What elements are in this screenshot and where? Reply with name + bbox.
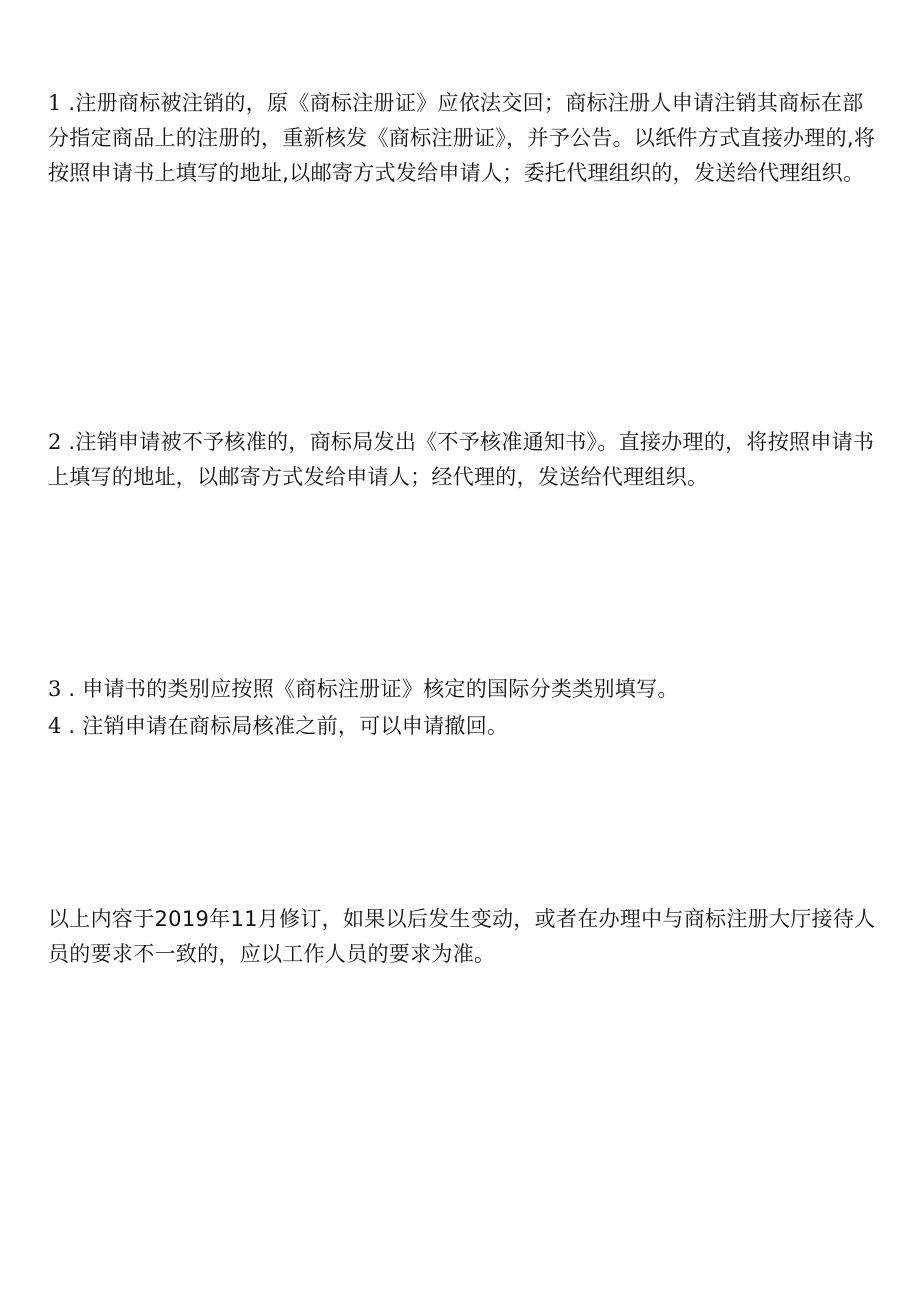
note-3-number: 3	[48, 677, 62, 701]
note-1	[48, 86, 878, 191]
note-4-text: . 注销申请在商标局核准之前，可以申请撤回。	[61, 714, 509, 738]
note-1-text: .注册商标被注销的，原《商标注册证》应依法交回；商标注册人申请注销其商标在部分指定商品上的注册的，重新核发《商标注册证》，并予公告。以纸件方式直接办理的,将按照申请书上填写的地址,以邮寄方式发给申请人；委托代理组织的，发送给代理组织。	[48, 91, 876, 185]
note-3-text: . 申请书的类别应按照《商标注册证》核定的国际分类类别填写。	[61, 677, 679, 701]
note-2-number: 2	[48, 430, 62, 454]
note-1-number: 1	[48, 91, 62, 115]
note-2-text: .注销申请被不予核准的，商标局发出《不予核准通知书》。直接办理的，将按照申请书上填写的地址，以邮寄方式发给申请人；经代理的，发送给代理组织。	[48, 430, 875, 489]
note-3	[48, 672, 878, 707]
note-4	[48, 709, 878, 744]
note-2	[48, 425, 878, 495]
revision-note: 以上内容于2019年11月修订，如果以后发生变动，或者在办理中与商标注册大厅接待人员的要求不一致的，应以工作人员的要求为准。	[48, 907, 876, 966]
note-4-number: 4	[48, 714, 62, 738]
